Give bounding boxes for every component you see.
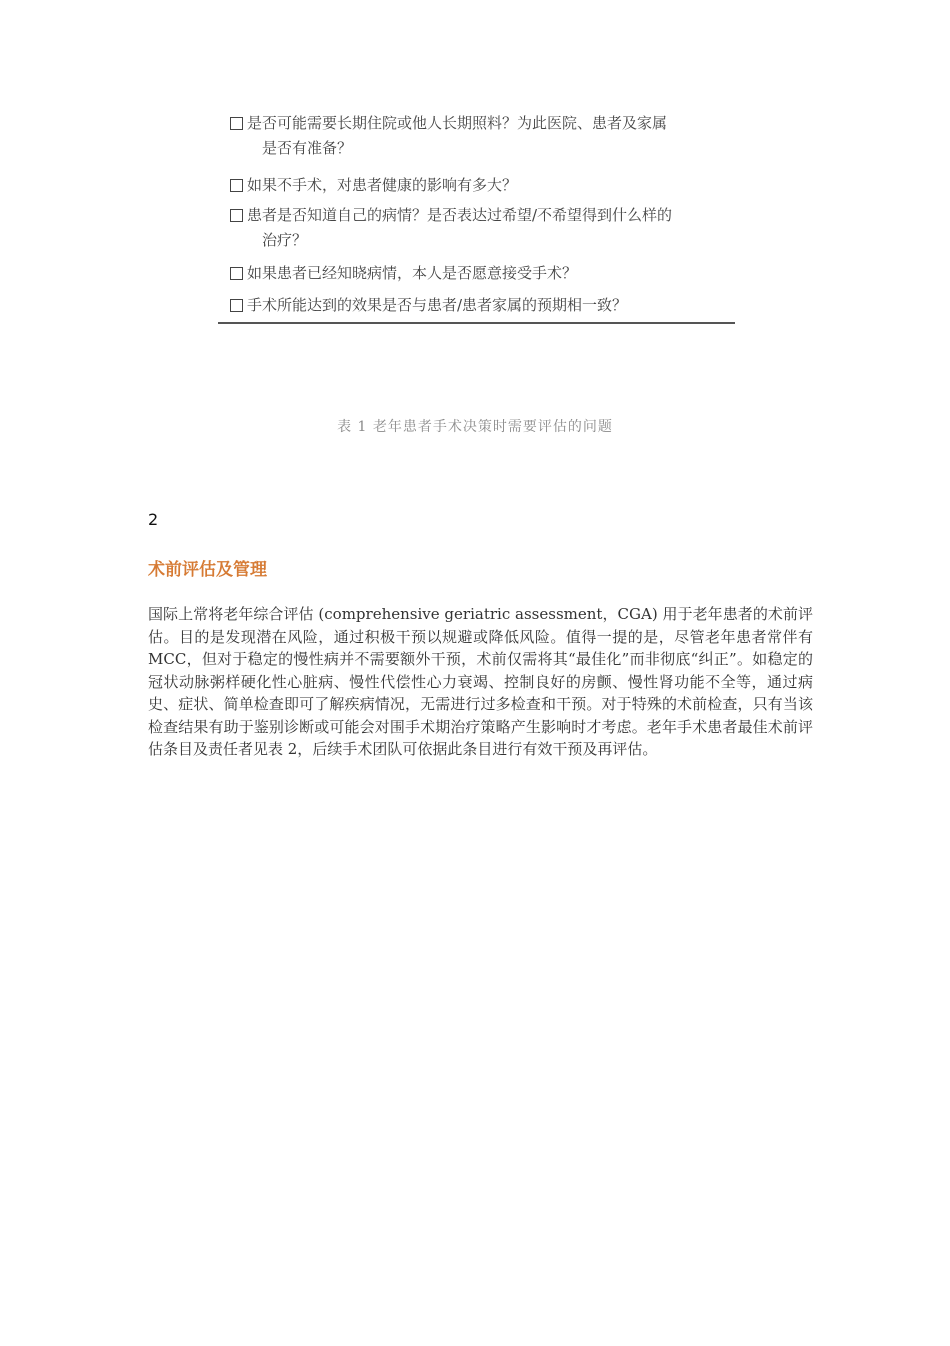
checklist-item-text: 如果患者已经知晓病情，本人是否愿意接受手术？	[247, 264, 578, 282]
checklist-item	[218, 202, 672, 252]
checkbox-icon	[230, 179, 243, 192]
checklist-item	[218, 292, 627, 318]
section-number: 2	[148, 510, 159, 529]
checklist-item-text: 如果不手术，对患者健康的影响有多大？	[247, 176, 518, 194]
checklist-item	[218, 110, 667, 160]
section-body: 国际上常将老年综合评估 (comprehensive geriatric assessment，CGA) 用于老年患者的术前评估。目的是发现潜在风险，通过积极干预以规避或降低风险。值得一提的是，尽管老年患者常伴有 MCC，但对于稳定的慢性病并不需要额外干预，术前仅需将其“最佳化”而非彻底“纠正”。如稳定的冠状动脉粥样硬化性心脏病、慢性代偿性心力衰竭、控制良好的房颤、慢性肾功能不全等，通过病史、症状、简单检查即可了解疾病情况，无需进行过多检查和干预。对于特殊的术前检查，只有当该检查结果有助于鉴别诊断或可能会对围手术期治疗策略产生影响时才考虑。老年手术患者最佳术前评估条目及责任者见表 2，后续手术团队可依据此条目进行有效干预及再评估。	[148, 605, 813, 758]
checklist-item-continuation: 治疗？	[262, 231, 308, 249]
section-title: 术前评估及管理	[148, 560, 267, 580]
checklist-image	[218, 104, 735, 324]
checkbox-icon	[230, 267, 243, 280]
checklist-item	[218, 172, 517, 198]
table-caption: 表 1 老年患者手术决策时需要评估的问题	[337, 419, 613, 435]
checkbox-icon	[230, 209, 243, 222]
checkbox-icon	[230, 299, 243, 312]
checklist-item	[218, 260, 577, 286]
checklist-item-text: 手术所能达到的效果是否与患者/患者家属的预期相一致？	[247, 296, 628, 314]
checklist-item-continuation: 是否有准备？	[262, 139, 353, 157]
checklist-item-text: 患者是否知道自己的病情？是否表达过希望/不希望得到什么样的	[247, 206, 673, 224]
checkbox-icon	[230, 117, 243, 130]
checklist-item-text: 是否可能需要长期住院或他人长期照料？为此医院、患者及家属	[247, 114, 668, 132]
